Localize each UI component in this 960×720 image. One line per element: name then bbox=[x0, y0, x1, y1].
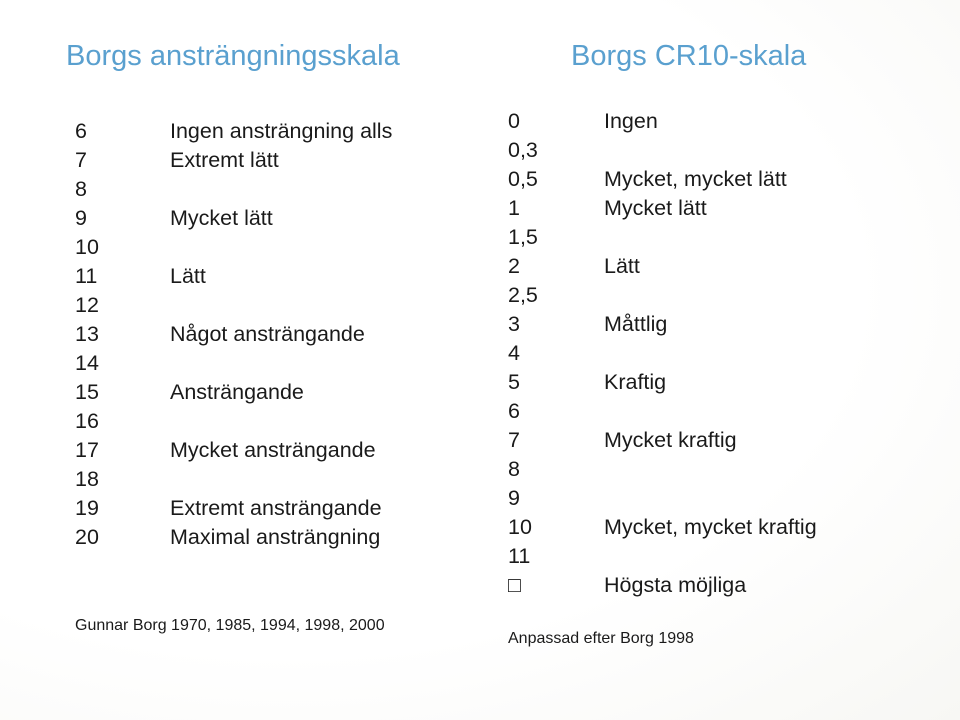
scale-value: 2,5 bbox=[508, 283, 538, 307]
scale-label: Ansträngande bbox=[170, 380, 304, 404]
scale-value: 10 bbox=[508, 515, 532, 539]
scale-label: Ingen bbox=[604, 109, 658, 133]
scale-label: Lätt bbox=[604, 254, 640, 278]
scale-value: 12 bbox=[75, 293, 99, 317]
scale-label: Mycket lätt bbox=[604, 196, 707, 220]
scale-value: 20 bbox=[75, 525, 99, 549]
scale-value: 0,3 bbox=[508, 138, 538, 162]
scale-value: 11 bbox=[508, 544, 531, 568]
scale-value: 4 bbox=[508, 341, 520, 365]
scale-value: 7 bbox=[75, 148, 87, 172]
scale-label: Något ansträngande bbox=[170, 322, 365, 346]
scale-value: 18 bbox=[75, 467, 99, 491]
scale-value: 19 bbox=[75, 496, 99, 520]
scale-value: □ bbox=[508, 573, 521, 597]
scale-value: 2 bbox=[508, 254, 520, 278]
scale-value: 6 bbox=[508, 399, 520, 423]
cr10-scale-title: Borgs CR10-skala bbox=[571, 40, 807, 72]
scale-value: 5 bbox=[508, 370, 520, 394]
scale-value: 1,5 bbox=[508, 225, 538, 249]
scale-value: 7 bbox=[508, 428, 520, 452]
scale-value: 14 bbox=[75, 351, 99, 375]
scale-value: 8 bbox=[75, 177, 87, 201]
scale-value: 8 bbox=[508, 457, 520, 481]
scale-label: Kraftig bbox=[604, 370, 667, 394]
scale-value: 10 bbox=[75, 235, 99, 259]
scale-value: 6 bbox=[75, 119, 87, 143]
borg-scale-title: Borgs ansträngningsskala bbox=[66, 40, 400, 72]
scale-label: Mycket ansträngande bbox=[170, 438, 376, 462]
scale-label: Måttlig bbox=[604, 312, 668, 336]
scale-label: Lätt bbox=[170, 264, 206, 288]
cr10-scale-table bbox=[508, 108, 928, 598]
borg-scale-table bbox=[75, 118, 455, 558]
scale-value: 0 bbox=[508, 109, 520, 133]
scale-label: Extremt ansträngande bbox=[170, 496, 382, 520]
scale-value: 16 bbox=[75, 409, 99, 433]
cr10-scale-source: Anpassad efter Borg 1998 bbox=[508, 630, 694, 647]
scale-value: 0,5 bbox=[508, 167, 538, 191]
scale-value: 15 bbox=[75, 380, 99, 404]
scale-label: Mycket, mycket kraftig bbox=[604, 515, 817, 539]
scale-value: 9 bbox=[75, 206, 87, 230]
scale-label: Mycket lätt bbox=[170, 206, 273, 230]
scale-value: 13 bbox=[75, 322, 99, 346]
scale-label: Extremt lätt bbox=[170, 148, 279, 172]
scale-label: Ingen ansträngning alls bbox=[170, 119, 393, 143]
scale-value: 9 bbox=[508, 486, 520, 510]
scale-value: 3 bbox=[508, 312, 520, 336]
scale-label: Maximal ansträngning bbox=[170, 525, 381, 549]
scale-value: 11 bbox=[75, 264, 98, 288]
scale-label: Mycket, mycket lätt bbox=[604, 167, 787, 191]
scale-label: Högsta möjliga bbox=[604, 573, 747, 597]
borg-scale-source: Gunnar Borg 1970, 1985, 1994, 1998, 2000 bbox=[75, 617, 385, 634]
scale-value: 1 bbox=[508, 196, 520, 220]
scale-value: 17 bbox=[75, 438, 99, 462]
scale-label: Mycket kraftig bbox=[604, 428, 737, 452]
